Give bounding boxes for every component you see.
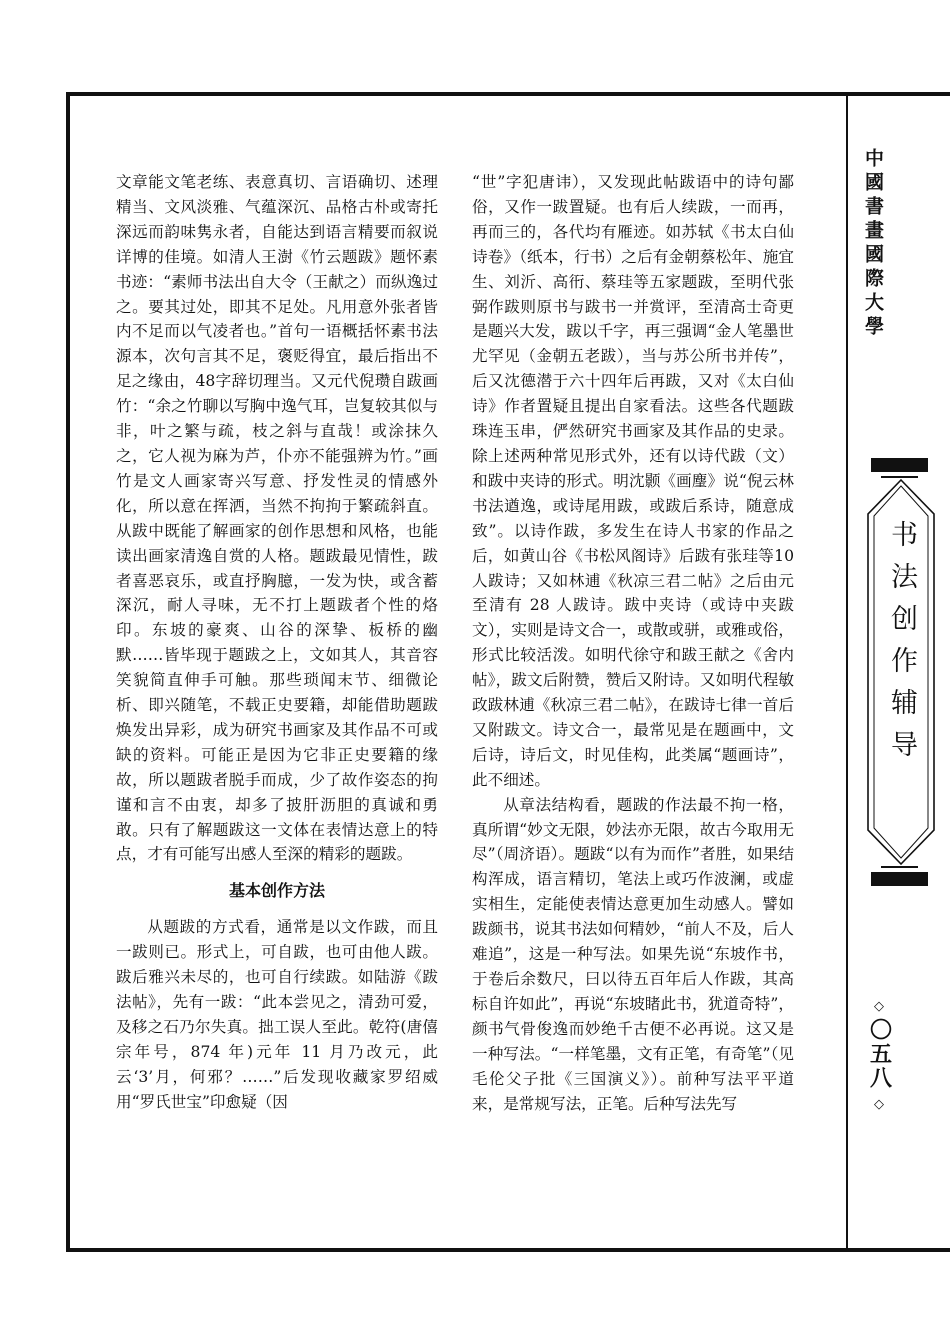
left-column: [116, 170, 438, 1115]
university-title: 中國書畫國際大學: [862, 148, 884, 340]
sidebar-divider: [846, 92, 848, 1252]
paragraph: 从章法结构看，题跋的作法最不拘一格，真所谓“妙文无限，妙法亦无限，故古今取用无尽”（周济语）。题跋“以有为而作”者胜，如果结构浑成，语言精切，笔法上或巧作波澜，或虚实相生，定能使表情达意更加生动感人。譬如跋颜书，说其书法如何精妙，“前人不及，后人难追”，这是一种写法。如果先说“东坡作书，于卷后余数尺，曰以待五百年后人作跋，其高标自许如此”，再说“东坡睹此书，犹道奇特”，颜书气骨俊逸而妙绝千古便不必再说。这又是一种写法。“一样笔墨，文有正笔，有奇笔”（见毛伦父子批《三国演义》）。前种写法平平道来，是常规写法，正笔。后种写法先写: [472, 795, 794, 1113]
page-number: 〇五八: [866, 1018, 892, 1090]
diamond-icon: ◇: [874, 999, 884, 1014]
paragraph: 文章能文笔老练、表意真切、言语确切、述理精当、文风淡雅、气蕴深沉、品格古朴或寄托深远而韵味隽永者，自能达到语言精要而叙说详博的佳境。如清人王澍《竹云题跋》题怀素书迹：“素师书法出自大令（王献之）而纵逸过之。要其过处，即其不足处。凡用意外张者皆内不足而以气凌者也。”首句一语概括怀素书法源本，次句言其不足，褒贬得宜，最后指出不足之缘由，48字辞切理当。又元代倪瓒自跋画竹：“余之竹聊以写胸中逸气耳，岂复较其似与非，叶之繁与疏，枝之斜与直哉！或涂抹久之，它人视为麻为芦，仆亦不能强辨为竹。”画竹是文人画家寄兴写意、抒发性灵的情感外化，所以意在挥洒，当然不拘拘于繁疏斜直。从跋中既能了解画家的创作思想和风格，也能读出画家清逸自赏的人格。题跋最见情性，跋者喜恶哀乐，或直抒胸臆，一发为快，或含蓄深沉，耐人寻味，无不打上题跋者个性的烙印。东坡的豪爽、山谷的深挚、板桥的幽默……皆毕现于题跋之上，文如其人，其音容笑貌简直伸手可触。那些琐闻末节、细微论析、即兴随笔，不载正史要籍，却能借助题跋焕发出异彩，成为研究书画家及其作品不可或缺的资料。可能正是因为它非正史要籍的缘故，所以题跋者脱手而成，少了故作姿态的拘谨和言不由衷，却多了披肝沥胆的真诚和勇敢。只有了解题跋这一文体在表情达意上的特点，才有可能写出感人至深的精彩的题跋。: [116, 173, 438, 864]
ornament-bar-bottom: [871, 872, 928, 886]
paragraph: “世”字犯唐讳），又发现此帖跋语中的诗句鄙俗，又作一跋置疑。也有后人续跋，一而再，再而三的，各代均有雁迹。如苏轼《书太白仙诗卷》（纸本，行书）之后有金朝蔡松年、施宜生、刘沂、高衎、蔡珪等五家题跋，至明代张弼作跋则原书与跋书一并赏评，至清高士奇更是题兴大发，跋以千字，再三强调“金人笔墨世尤罕见（金朝五老跋），当与苏公所书并传”，后又沈德潜于六十四年后再跋，又对《太白仙诗》作者置疑且提出自家看法。这些各代题跋珠连玉串，俨然研究书画家及其作品的史录。除上述两种常见形式外，还有以诗代跋（文）和跋中夹诗的形式。明沈颢《画麈》说“倪云林书法遒逸，或诗尾用跋，或跋后系诗，随意成致”。以诗作跋，多发生在诗人书家的作品之后，如黄山谷《书松风阁诗》后跋有张珪等10 人跋诗；又如林逋《秋凉三君二帖》之后由元至清有 28 人跋诗。跋中夹诗（或诗中夹跋文），实则是诗文合一，或散或骈，或雅或俗，形式比较活泼。如明代徐守和跋王献之《舍内帖》，跋文后附赞，赞后又附诗。又如明代程敏政跋林逋《秋凉三君二帖》，在跋诗七律一首后又附跋文。诗文合一，最常见是在题画中，文后诗，诗后文，时见佳构，此类属“题画诗”，此不细述。: [472, 173, 794, 789]
ornament-bar-top: [871, 458, 928, 472]
right-column: [472, 170, 794, 1116]
section-heading: 基本创作方法: [228, 881, 325, 901]
section-title: 书法创作辅导: [886, 520, 917, 772]
diamond-icon: ◇: [874, 1097, 884, 1112]
page-number-block: [862, 1000, 896, 1112]
paragraph: 从题跋的方式看，通常是以文作跋，而且一跋则已。形式上，可自跋，也可由他人跋。跋后雅兴未尽的，也可自行续跋。如陆游《跋法帖》，先有一跋：“此本尝见之，清劲可爱，及移之石乃尔失真。拙工误人至此。乾符(唐僖宗年号，874 年)元年 11 月乃改元，此云‘3’月，何邪？……”后发现收藏家罗绍威用“罗氏世宝”印愈疑（因: [116, 918, 438, 1111]
